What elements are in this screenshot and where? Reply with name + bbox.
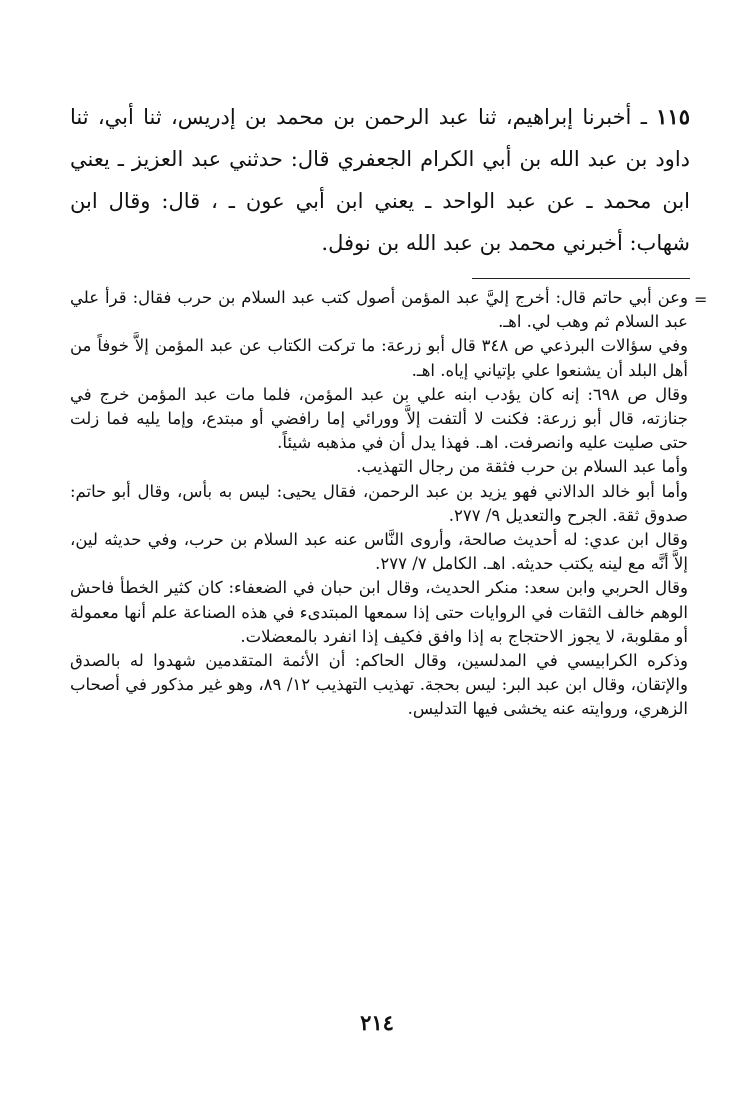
footnote-paragraph: وقال ابن عدي: له أحديث صالحة، وأروى النَّاس عنه عبد السلام بن حرب، وفي حديثه لين، إلاَّ أنَّه مع لينه يكتب حديثه. اهـ. الكامل ٧/ ٢٧٧. (70, 530, 688, 574)
entry-text: أخبرنا إبراهيم، ثنا عبد الرحمن بن محمد بن إدريس، ثنا أبي، ثنا داود بن عبد الله بن أبي الكرام الجعفري قال: حدثني عبد العزيز ـ يعني ابن محمد ـ عن عبد الواحد ـ يعني ابن أبي عون ـ ، قال: وقال ابن شهاب: أخبرني محمد بن عبد الله بن نوفل. (70, 105, 690, 255)
hadith-paragraph (70, 96, 690, 264)
hadith-entry (70, 96, 690, 264)
entry-dash: ـ (631, 105, 657, 129)
page-number: ٢١٤ (360, 1010, 394, 1035)
footnote-paragraph: وقال الحربي وابن سعد: منكر الحديث، وقال ابن حبان في الضعفاء: كان كثير الخطأ فاحش الوهم خالف الثقات في الروايات حتى إذا سمعها المبتدىء في هذه الصناعة علم أنها معمولة أو مقلوبة، لا يجوز الاحتجاج به إذا وافق فكيف إذا انفرد بالمعضلات. (70, 578, 688, 646)
footnote-paragraph: وأما عبد السلام بن حرب فثقة من رجال التهذيب. (356, 457, 688, 477)
footnote-continuation-mark: = (694, 290, 708, 309)
footnotes-section (70, 286, 688, 722)
footnote-paragraph: وفي سؤالات البرذعي ص ٣٤٨ قال أبو زرعة: ما تركت الكتاب عن عبد المؤمن إلاَّ خوفاً من أهل البلد أن يشنعوا علي بإتياني إياه. اهـ. (70, 336, 688, 380)
entry-number: ١١٥ (656, 104, 690, 129)
footnote-paragraph: وقال ص ٦٩٨: إنه كان يؤدب ابنه علي بن عبد المؤمن، فلما مات عبد المؤمن خرج في جنازته، قال أبو زرعة: فكنت لا ألتفت إلاَّ وورائي إما رافضي أو مبتدع، وإما يليه فما زلت حتى صليت عليه وانصرفت. اهـ. فهذا يدل أن في مذهبه شيئاً. (70, 384, 688, 453)
footnote-divider (472, 278, 690, 279)
footnote-paragraph: وأما أبو خالد الدالاني فهو يزيد بن عبد الرحمن، فقال يحيى: ليس به بأس، وقال أبو حاتم: صدوق ثقة. الجرح والتعديل ٩/ ٢٧٧. (70, 481, 688, 525)
footnote-paragraph: وعن أبي حاتم قال: أخرج إليَّ عبد المؤمن أصول كتب عبد السلام بن حرب فقال: قرأ علي عبد السلام ثم وهب لي. اهـ. (70, 288, 688, 332)
footnote-paragraph: وذكره الكرابيسي في المدلسين، وقال الحاكم: أن الأئمة المتقدمين شهدوا له بالصدق والإتقان، وقال ابن عبد البر: ليس بحجة. تهذيب التهذيب ١٢/ ٨٩، وهو غير مذكور في أصحاب الزهري، وروايته عنه يخشى فيها التدليس. (70, 651, 688, 719)
